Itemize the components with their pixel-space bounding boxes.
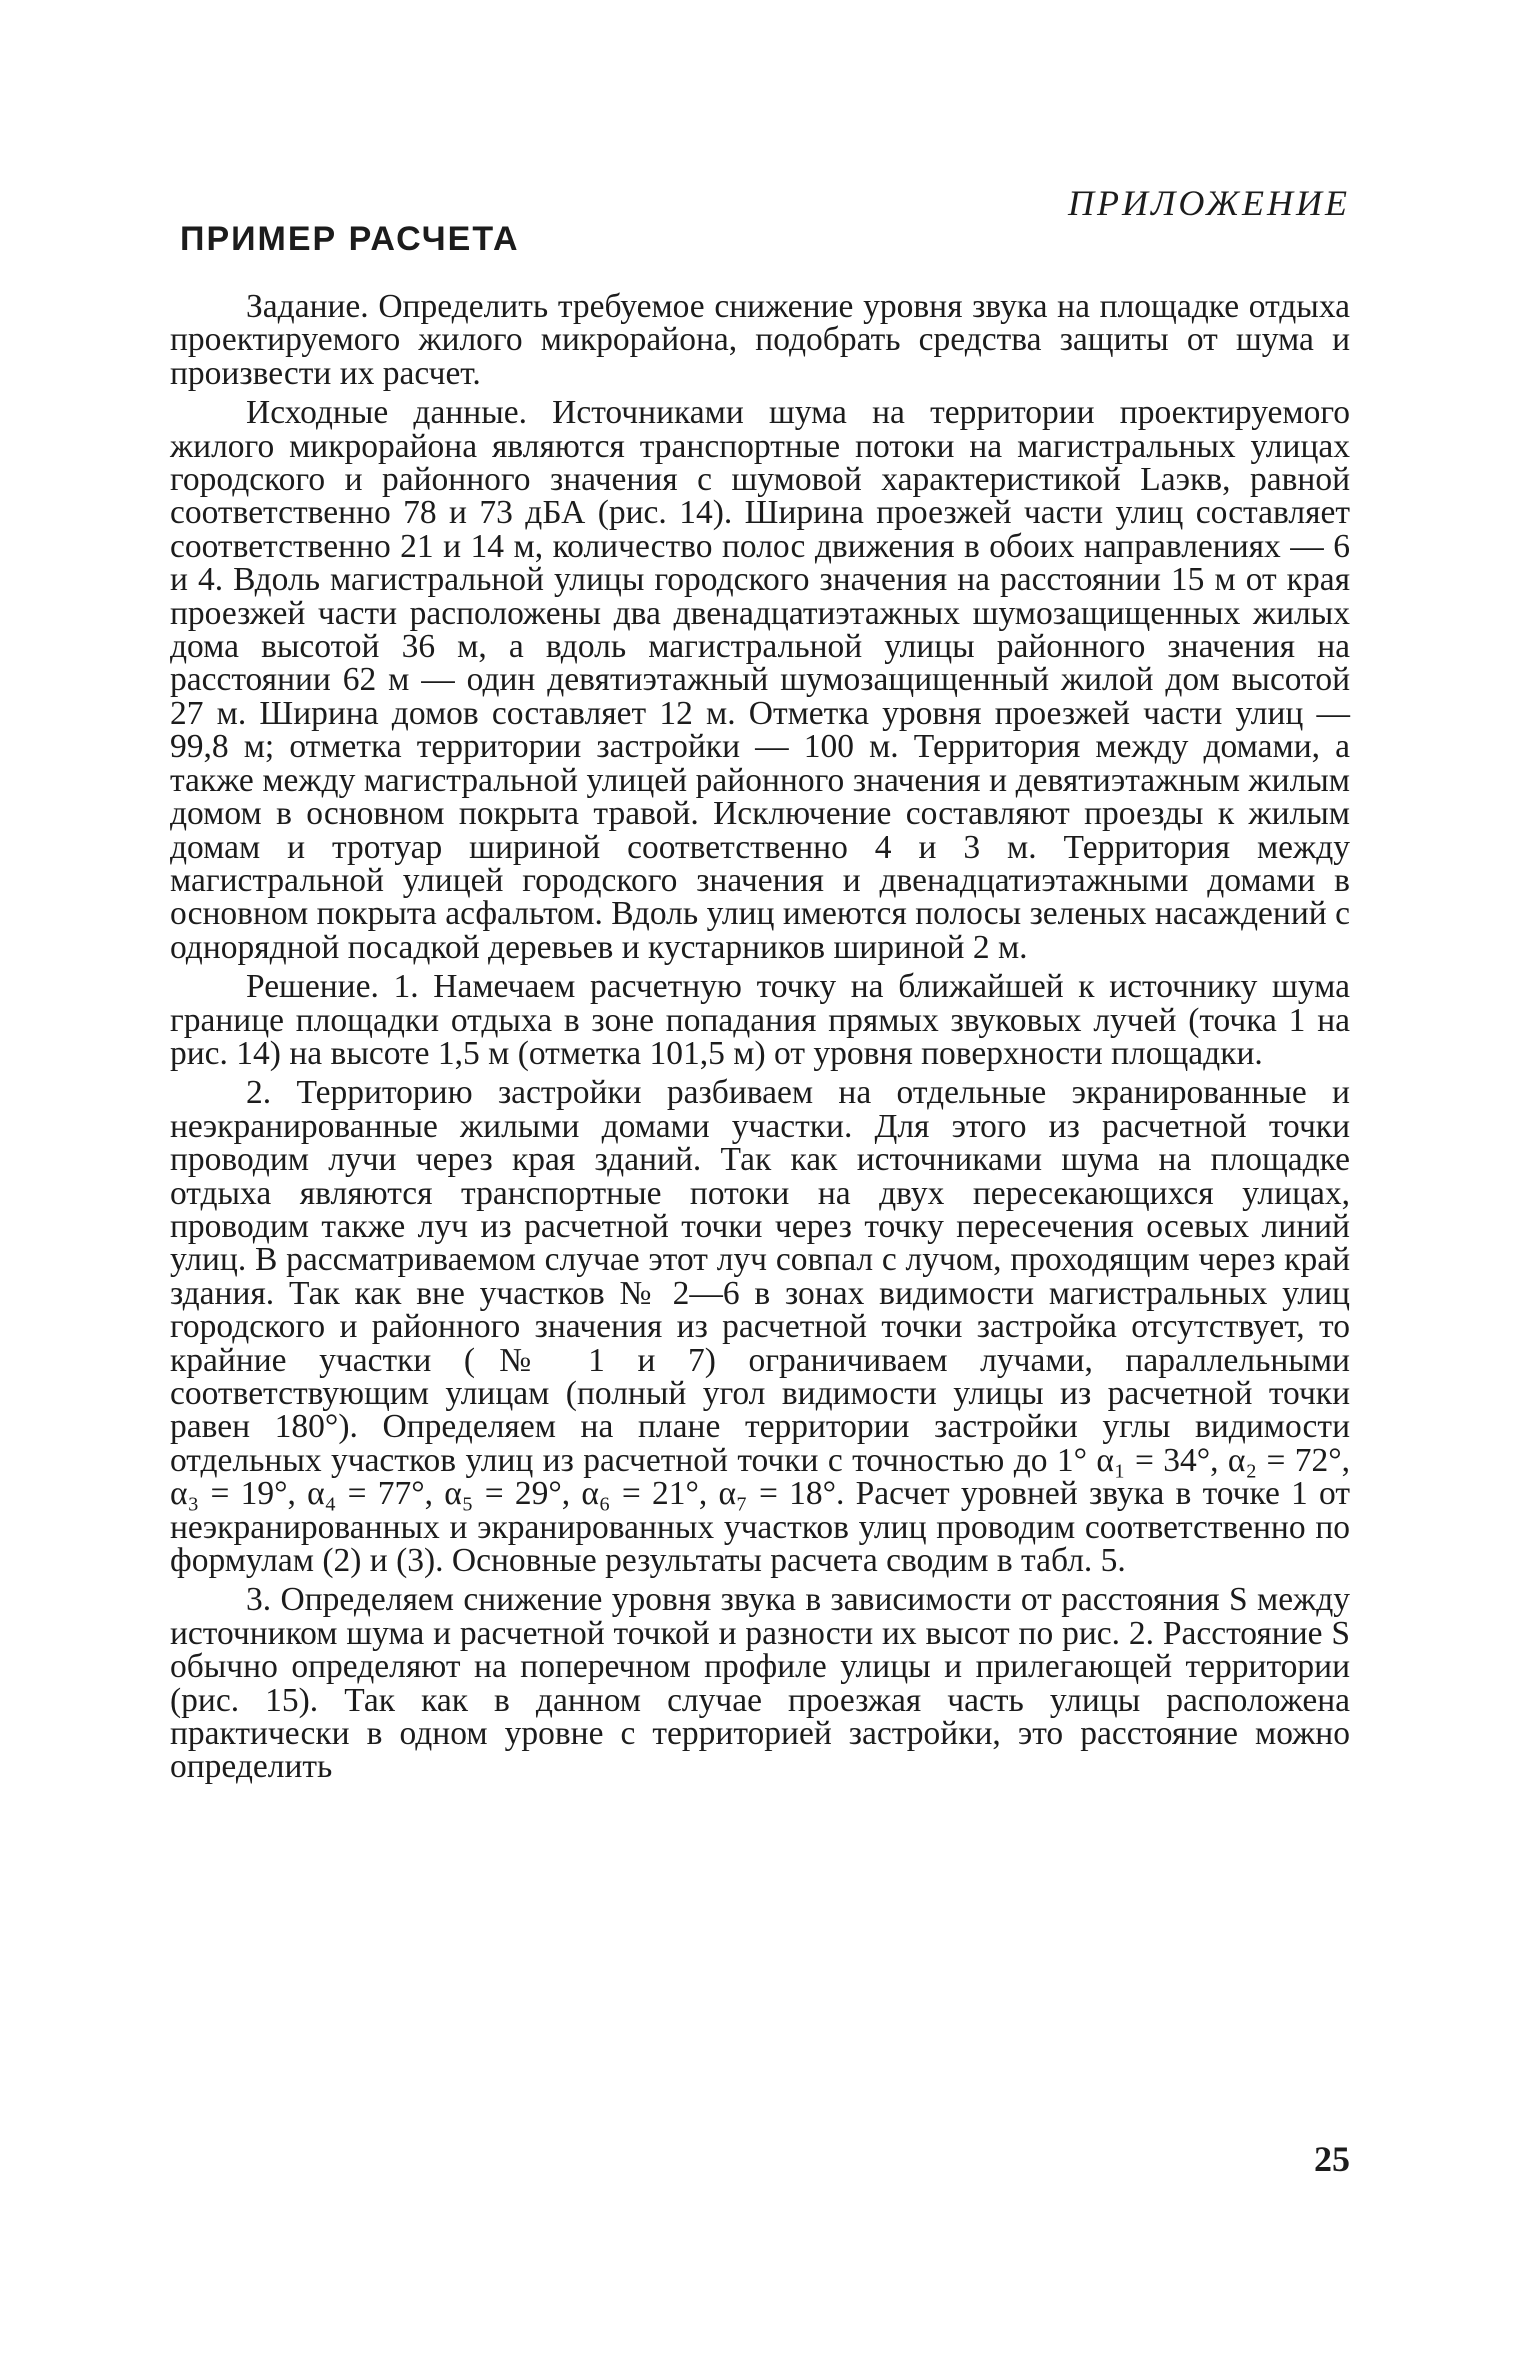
paragraph-task: Задание. Определить требуемое снижение уровня звука на площадке отдыха проектируемого жилого микрорайона, подобрать средства защиты от шума и произвести их расчет. (170, 288, 1350, 392)
paragraph-input-data: Исходные данные. Источниками шума на территории проектируемого жилого микрорайона являются транспортные потоки на магистральных улицах городского и районного значения с шумовой характеристикой Lаэкв, равной соответственно 78 и 73 дБА (рис. 14). Ширина проезжей части улиц составляет соответственно 21 и 14 м, количество полос движения в обоих направлениях — 6 и 4. Вдоль магистральной улицы городского значения на расстоянии 15 м от края проезжей части расположены два двенадцатиэтажных шумозащищенных жилых дома высотой 36 м, а вдоль магистральной улицы районного значения на расстоянии 62 м — один девятиэтажный шумозащищенный жилой дом высотой 27 м. Ширина домов составляет 12 м. Отметка уровня проезжей части улиц — 99,8 м; отметка территории застройки — 100 м. Территория между домами, а также между магистральной улицей районного значения и девятиэтажным жилым домом в основном покрыта травой. Исключение составляют проезды к жилым домам и тротуар шириной соответственно 4 и 3 м. Территория между магистральной улицей городского значения и двенадцатиэтажными домами в основном покрыта асфальтом. Вдоль улиц имеются полосы зеленых насаждений с однорядной посадкой деревьев и кустарников шириной 2 м. (170, 394, 1350, 966)
paragraph-solution-step-1: Решение. 1. Намечаем расчетную точку на ближайшей к источнику шума границе площадки отдыха в зоне попадания прямых звуковых лучей (точка 1 на рис. 14) на высоте 1,5 м (отметка 101,5 м) от уровня поверхности площадки. (170, 968, 1350, 1072)
appendix-heading: ПРИЛОЖЕНИЕ (1068, 183, 1350, 223)
body-text (170, 290, 1350, 1790)
paragraph-solution-step-2: 2. Территорию застройки разбиваем на отдельные экранированные и неэкранированные жилыми домами участки. Для этого из расчетной точки проводим лучи через края зданий. Так как источниками шума на площадке отдыха являются транспортные потоки на двух пересекающихся улицах, проводим также луч из расчетной точки через точку пересечения осевых линий улиц. В рассматриваемом случае этот луч совпал с лучом, проходящим через край здания. Так как вне участков № 2—6 в зонах видимости магистральных улиц городского и районного значения из расчетной точки застройка отсутствует, то крайние участки (№ 1 и 7) ограничиваем лучами, параллельными соответствующим улицам (полный угол видимости улицы из расчетной точки равен 180°). Определяем на плане территории застройки углы видимости отдельных участков улиц из расчетной точки с точностью до 1° α₁ = 34°, α₂ = 72°, α₃ = 19°, α₄ = 77°, α₅ = 29°, α₆ = 21°, α₇ = 18°. Расчет уровней звука в точке 1 от неэкранированных и экранированных участков улиц проводим соответственно по формулам (2) и (3). Основные результаты расчета сводим в табл. 5. (170, 1074, 1350, 1580)
paragraph-solution-step-3: 3. Определяем снижение уровня звука в зависимости от расстояния S между источником шума и расчетной точкой и разности их высот по рис. 2. Расстояние S обычно определяют на поперечном профиле улицы и прилегающей территории (рис. 15). Так как в данном случае проезжая часть улицы расположена практически в одном уровне с территорией застройки, это расстояние можно определить (170, 1581, 1350, 1786)
section-title: ПРИМЕР РАСЧЕТА (180, 220, 520, 258)
page-number: 25 (1314, 2139, 1350, 2179)
document-page (170, 170, 1350, 2200)
